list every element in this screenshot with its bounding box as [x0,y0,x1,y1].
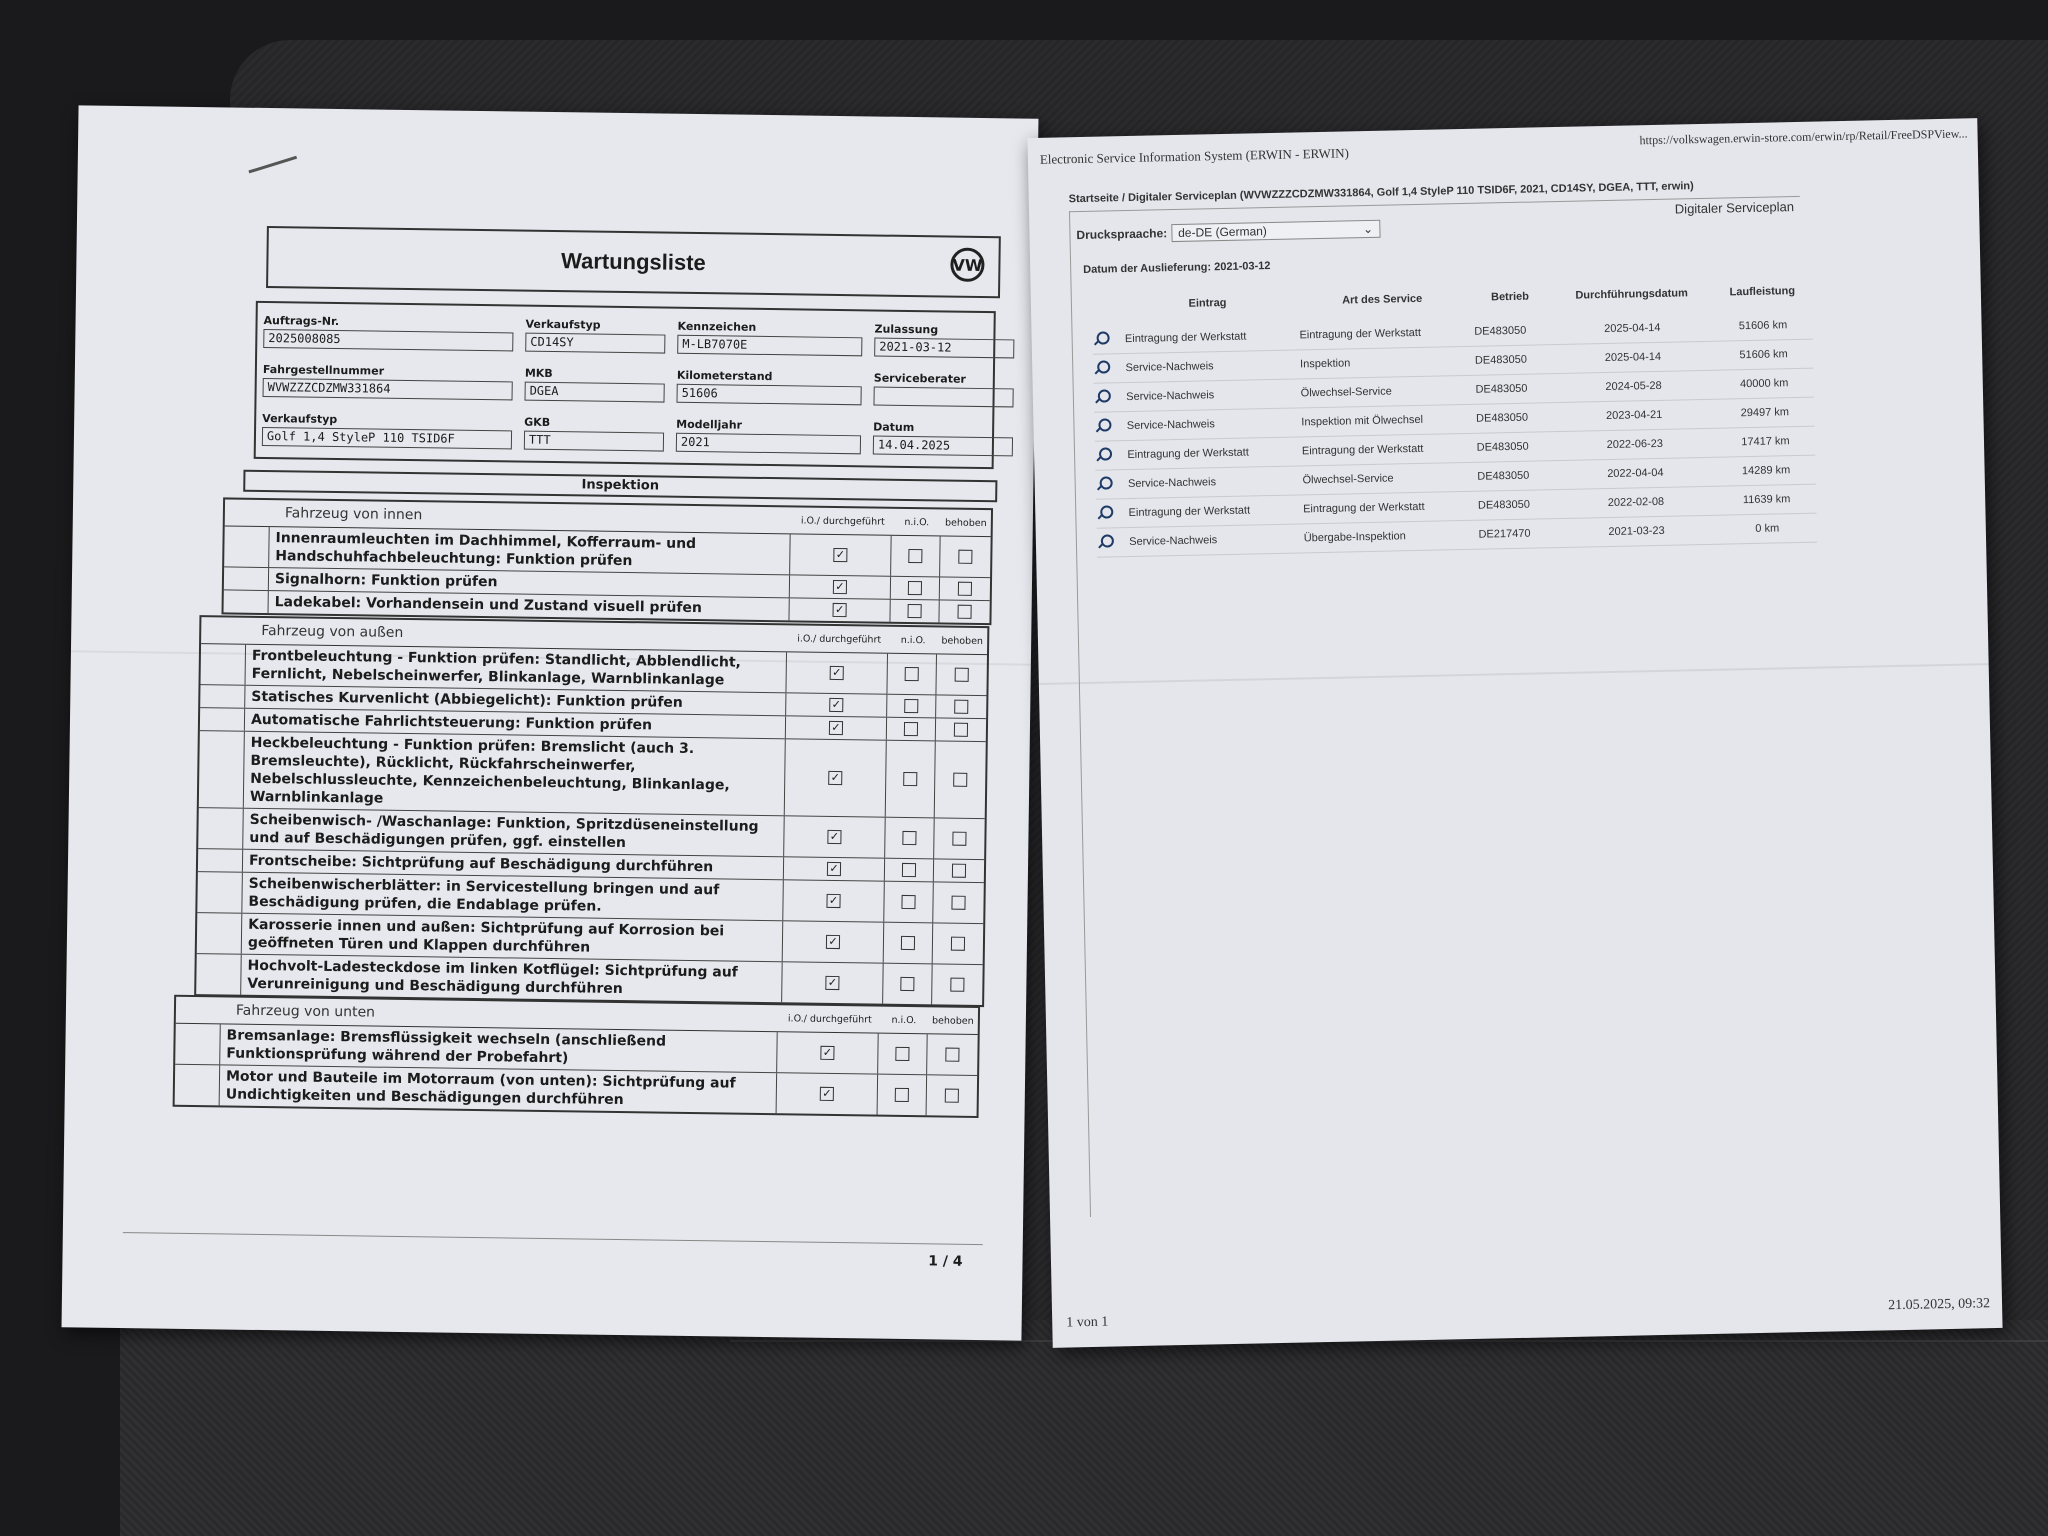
table-cell: 2024-05-28 [1552,370,1715,402]
checkbox-behoben [927,1075,978,1116]
col-nio: n.i.O. [891,1014,917,1026]
checkbox-nio [887,718,936,741]
row-action[interactable] [1095,441,1124,471]
checkbox-behoben [936,695,986,718]
checkbox-io [784,816,886,857]
table-cell: Eintragung der Werkstatt [1124,495,1299,528]
field-label: Kennzeichen [677,320,757,335]
checkbox-behoben [939,600,989,623]
checkbox-io [786,716,887,739]
checkbox-empty [901,895,915,909]
table-cell: 0 km [1717,513,1817,544]
magnifier-icon[interactable] [1101,534,1114,547]
info-field [873,364,1014,415]
print-page-count: 1 von 1 [1066,1314,1109,1331]
info-field [524,359,665,410]
table-cell: 51606 km [1713,311,1813,342]
field-value: 51606 [676,384,861,406]
checklist-item: Scheibenwisch- /Waschanlage: Funktion, Spritzdüseneinstellung und auf Beschädigungen prüfen, ggf. einstellen [243,809,785,857]
field-value: Golf 1,4 StyleP 110 TSID6F [262,427,512,449]
checkbox-nio [890,600,939,623]
col-icon [1091,281,1120,326]
footer-line [123,1232,983,1245]
checkbox-empty [951,937,965,951]
print-header-url: https://volkswagen.erwin-store.com/erwin/rp/Retail/FreeDSPView... [1639,126,1968,148]
checkbox-checked: ✓ [826,935,840,949]
field-value: 2021-03-12 [874,338,1014,359]
field-label: Datum [873,420,915,434]
checkbox-io [786,693,887,716]
checklist-item: Innenraumleuchten im Dachhimmel, Kofferraum- und Handschuhfachbeleuchtung: Funktion prüfen [269,527,791,574]
field-label: Kilometerstand [676,368,773,384]
checklist-row [199,731,986,819]
table-cell: Service-Nachweis [1122,379,1297,412]
checkbox-empty [958,582,972,596]
checkbox-io [782,962,884,1003]
row-lead [224,567,269,590]
language-selector [1076,220,1380,244]
checkbox-io [785,739,887,816]
car-seat-cushion [120,1320,2048,1536]
field-label: Auftrags-Nr. [263,314,340,329]
checkbox-behoben [932,964,983,1005]
checkbox-empty [901,936,915,950]
field-label: Fahrgestellnummer [262,362,385,378]
checkbox-empty [908,604,922,618]
col-behoben: behoben [931,1014,974,1027]
checkbox-checked: ✓ [820,1087,834,1101]
table-cell: Eintragung der Werkstatt [1295,318,1470,350]
table-cell: Ölwechsel-Service [1296,375,1471,408]
table-cell: DE483050 [1470,316,1551,346]
row-lead [201,644,247,685]
title-box [266,226,1001,298]
checklist-item: Scheibenwischerblätter: in Servicestellung bringen und auf Beschädigung prüfen, die Endablage prüfen. [242,873,784,921]
checkbox-nio [884,923,934,964]
row-lead [200,708,245,731]
checklist-item: Karosserie innen und außen: Sichtprüfung auf Korrosion bei geöffneten Türen und Klappen durchführen [242,914,784,962]
table-cell: Eintragung der Werkstatt [1299,491,1474,524]
delivery-date: Datum der Auslieferung: 2021-03-12 [1083,260,1271,276]
checkbox-empty [908,549,922,563]
checkbox-empty [895,1088,909,1102]
table-cell: DE483050 [1474,490,1555,521]
checkbox-empty [951,896,965,910]
sheet-title: Wartungsliste [560,248,706,276]
checkbox-empty [900,977,914,991]
checkbox-empty [957,605,971,619]
table-cell: DE483050 [1472,403,1553,434]
info-field [524,408,665,459]
section-unten [173,995,980,1118]
col-behoben: behoben [941,634,984,647]
print-header-title: Electronic Service Information System (ERWIN - ERWIN) [1039,145,1350,167]
table-cell: 14289 km [1716,455,1816,486]
table-cell: Service-Nachweis [1121,350,1296,383]
table-cell: 11639 km [1717,484,1817,515]
checkbox-empty [903,772,917,786]
info-field [262,356,513,408]
field-value: M-LB7070E [677,335,862,357]
checklist-item: Heckbeleuchtung - Funktion prüfen: Bremslicht (auch 3. Bremsleuchte), Rücklicht, Rückfahrscheinwerfer, Nebelschlussleuchte, Kennzeichenbeleuchtung, Blinkanlage, Warnblinkanlage [244,732,786,816]
field-value: DGEA [524,382,664,403]
checkbox-empty [954,700,968,714]
checkbox-empty [950,978,964,992]
vw-logo: VW [950,248,984,282]
checkbox-checked: ✓ [828,771,842,785]
checkbox-nio [885,818,935,859]
info-field [676,410,862,461]
checklist-item: Statisches Kurvenlicht (Abbiegelicht): Funktion prüfen [245,686,786,716]
service-plan-panel [1069,196,1821,1217]
row-lead [196,954,242,995]
checkbox-io [783,921,885,962]
row-action[interactable] [1096,499,1125,529]
table-cell: DE483050 [1472,432,1553,463]
row-action[interactable] [1093,354,1122,384]
checkbox-nio [886,741,936,818]
table-cell: Inspektion [1296,346,1471,379]
checkbox-behoben [936,654,987,695]
chevron-down-icon: ⌄ [1362,221,1374,237]
checklist-item: Bremsanlage: Bremsflüssigkeit wechseln (anschließend Funktionsprüfung während der Probefahrt) [220,1024,778,1072]
table-cell: 2021-03-23 [1555,515,1718,547]
info-field [874,315,1015,366]
field-value: 2021 [676,432,861,454]
panel-title: Digitaler Serviceplan [1674,199,1795,217]
info-field [525,311,666,362]
table-cell: Inspektion mit Ölwechsel [1297,404,1472,437]
section-title: Fahrzeug von unten [235,1002,376,1021]
language-select [1171,220,1380,242]
checkbox-empty [895,1047,909,1061]
info-field [676,361,862,412]
checkbox-nio [878,1075,928,1116]
language-label: Druckspraache: [1076,226,1168,243]
checklist-item: Signalhorn: Funktion prüfen [269,568,790,597]
table-cell: Eintragung der Werkstatt [1123,437,1298,470]
checkbox-empty [904,722,918,736]
checkbox-checked: ✓ [833,548,847,562]
table-cell: DE483050 [1473,461,1554,492]
checkbox-behoben [933,923,984,964]
row-lead [200,685,245,708]
table-cell: Service-Nachweis [1124,466,1299,499]
table-cell: Service-Nachweis [1125,524,1300,557]
checklist-item: Frontscheibe: Sichtprüfung auf Beschädigung durchführen [243,850,784,880]
section-title: Fahrzeug von außen [261,622,404,641]
checkbox-checked: ✓ [827,862,841,876]
col-behoben: behoben [944,516,987,529]
checkbox-behoben [940,536,991,577]
service-table [1091,267,1817,558]
magnifier-icon[interactable] [1100,476,1113,489]
table-cell: Eintragung der Werkstatt [1298,433,1473,466]
checkbox-checked: ✓ [829,721,843,735]
info-field [262,404,513,456]
checkbox-nio [878,1034,928,1075]
checkbox-checked: ✓ [827,830,841,844]
table-cell: DE217470 [1474,519,1555,550]
column-header: Art des Service [1342,292,1423,307]
checkbox-behoben [927,1034,978,1075]
info-field [873,413,1014,464]
row-action[interactable] [1094,383,1123,413]
staple-mark [248,156,297,174]
checkbox-io [783,880,885,921]
row-lead [199,731,245,808]
magnifier-icon[interactable] [1097,360,1110,373]
checkbox-io [790,534,892,575]
checkbox-io [777,1073,879,1114]
checkbox-nio [887,695,936,718]
field-label: Modelljahr [676,417,743,432]
magnifier-icon[interactable] [1099,447,1112,460]
checkbox-behoben [936,718,986,741]
column-header: Betrieb [1490,290,1530,304]
column-header: Laufleistung [1729,285,1796,299]
table-cell: Übergabe-Inspektion [1299,520,1474,553]
table-cell: DE483050 [1471,345,1552,376]
row-lead [175,1024,221,1065]
checkbox-empty [958,550,972,564]
table-cell: 17417 km [1716,426,1816,457]
checklist-item: Frontbeleuchtung - Funktion prüfen: Standlicht, Abblendlicht, Fernlicht, Nebelscheinwerfer, Blinkanlage, Warnblinkanlage [246,645,788,693]
checkbox-nio [891,577,940,600]
checkbox-io [789,598,890,621]
table-cell: 29497 km [1715,397,1815,428]
info-field [677,313,863,364]
magnifier-icon[interactable] [1098,389,1111,402]
checkbox-empty [952,864,966,878]
checkbox-checked: ✓ [820,1046,834,1060]
field-value: 14.04.2025 [873,435,1013,456]
checkbox-empty [955,668,969,682]
table-cell: 40000 km [1714,368,1814,399]
inspection-band: Inspektion [243,470,997,503]
page-number: 1 / 4 [928,1253,963,1270]
checkbox-nio [887,654,937,695]
row-lead [197,872,243,913]
checklist-item: Automatische Fahrlichtsteuerung: Funktion prüfen [245,709,786,739]
row-action[interactable] [1094,412,1123,442]
row-lead [197,913,243,954]
magnifier-icon[interactable] [1098,418,1111,431]
table-cell: Ölwechsel-Service [1298,462,1473,495]
checkbox-behoben [935,741,986,818]
field-value: TTT [524,430,664,451]
field-value: CD14SY [525,333,665,354]
col-io: i.O./ durchgeführt [797,632,882,646]
checkbox-empty [952,832,966,846]
checkbox-behoben [934,859,984,882]
checkbox-empty [954,723,968,737]
checkbox-empty [902,863,916,877]
table-cell: 2022-02-08 [1555,486,1718,518]
magnifier-icon[interactable] [1100,505,1113,518]
magnifier-icon[interactable] [1097,331,1110,344]
vehicle-info [254,301,996,469]
col-io: i.O./ durchgeführt [787,1012,872,1026]
checkbox-io [786,652,888,693]
field-value: WVWZZZCDZMW331864 [263,378,513,400]
field-label: GKB [524,415,551,429]
checkbox-io [777,1032,879,1073]
checklist-item: Ladekabel: Vorhandensein und Zustand visuell prüfen [269,591,790,620]
checkbox-empty [905,667,919,681]
table-cell: Service-Nachweis [1122,408,1297,441]
row-lead [224,590,269,613]
checklist-item: Motor und Bauteile im Motorraum (von unten): Sichtprüfung auf Undichtigkeiten und Beschädigungen durchführen [220,1065,778,1113]
checklist-item: Hochvolt-Ladesteckdose im linken Kotflügel: Sichtprüfung auf Verunreinigung und Beschädigung durchführen [241,955,783,1003]
checkbox-empty [945,1048,959,1062]
table-cell: 2022-04-04 [1554,457,1717,489]
checkbox-behoben [940,577,990,600]
info-field [263,307,514,359]
checkbox-nio [885,859,934,882]
field-label: MKB [524,366,553,380]
checkbox-checked: ✓ [833,603,847,617]
field-value: 2025008085 [263,329,513,351]
table-cell: 2023-04-21 [1553,399,1716,431]
print-timestamp: 21.05.2025, 09:32 [1888,1296,1991,1314]
checkbox-empty [904,699,918,713]
checkbox-nio [891,536,941,577]
field-label: Zulassung [874,322,939,337]
checkbox-checked: ✓ [829,698,843,712]
checkbox-checked: ✓ [833,580,847,594]
row-action[interactable] [1097,528,1126,558]
row-lead [198,849,243,872]
breadcrumb: Startseite / Digitaler Serviceplan (WVWZZZCDZMW331864, Golf 1,4 StyleP 110 TSID6F, 2021, CD14SY, DGEA, TTT, erwin) [1068,180,1694,206]
row-action[interactable] [1095,470,1124,500]
column-header: Eintrag [1188,296,1227,310]
row-lead [198,808,244,849]
field-label: Verkaufstyp [262,411,338,426]
col-io: i.O./ durchgeführt [800,514,885,528]
table-cell: 2022-06-23 [1553,428,1716,460]
table-cell: DE483050 [1471,374,1552,405]
checkbox-empty [902,831,916,845]
checkbox-checked: ✓ [826,894,840,908]
field-value [873,386,1013,407]
section-title: Fahrzeug von innen [284,505,423,524]
row-lead [175,1065,221,1106]
checkbox-io [790,575,891,598]
section-innen [221,497,993,625]
checkbox-nio [883,964,933,1005]
row-lead [224,526,270,567]
table-cell: Eintragung der Werkstatt [1121,322,1296,354]
column-header: Durchführungsdatum [1575,287,1688,302]
checkbox-empty [953,773,967,787]
checkbox-checked: ✓ [825,976,839,990]
wartungsliste-sheet [62,105,1039,1340]
col-nio: n.i.O. [900,634,926,646]
col-nio: n.i.O. [904,516,930,528]
field-label: Verkaufstyp [525,317,601,332]
checkbox-checked: ✓ [830,666,844,680]
checkbox-behoben [933,882,984,923]
checkbox-behoben [934,818,985,859]
table-cell: 51606 km [1714,339,1814,370]
checkbox-empty [945,1089,959,1103]
checkbox-nio [884,882,934,923]
table-cell: 2025-04-14 [1551,313,1714,345]
language-value: de-DE (German) [1178,224,1267,240]
checkbox-empty [908,581,922,595]
table-cell: 2025-04-14 [1551,341,1714,373]
erwin-printout [1027,118,2002,1348]
section-aussen [194,615,989,1007]
checkbox-io [784,857,885,880]
field-label: Serviceberater [873,371,966,386]
row-action[interactable] [1092,325,1121,354]
